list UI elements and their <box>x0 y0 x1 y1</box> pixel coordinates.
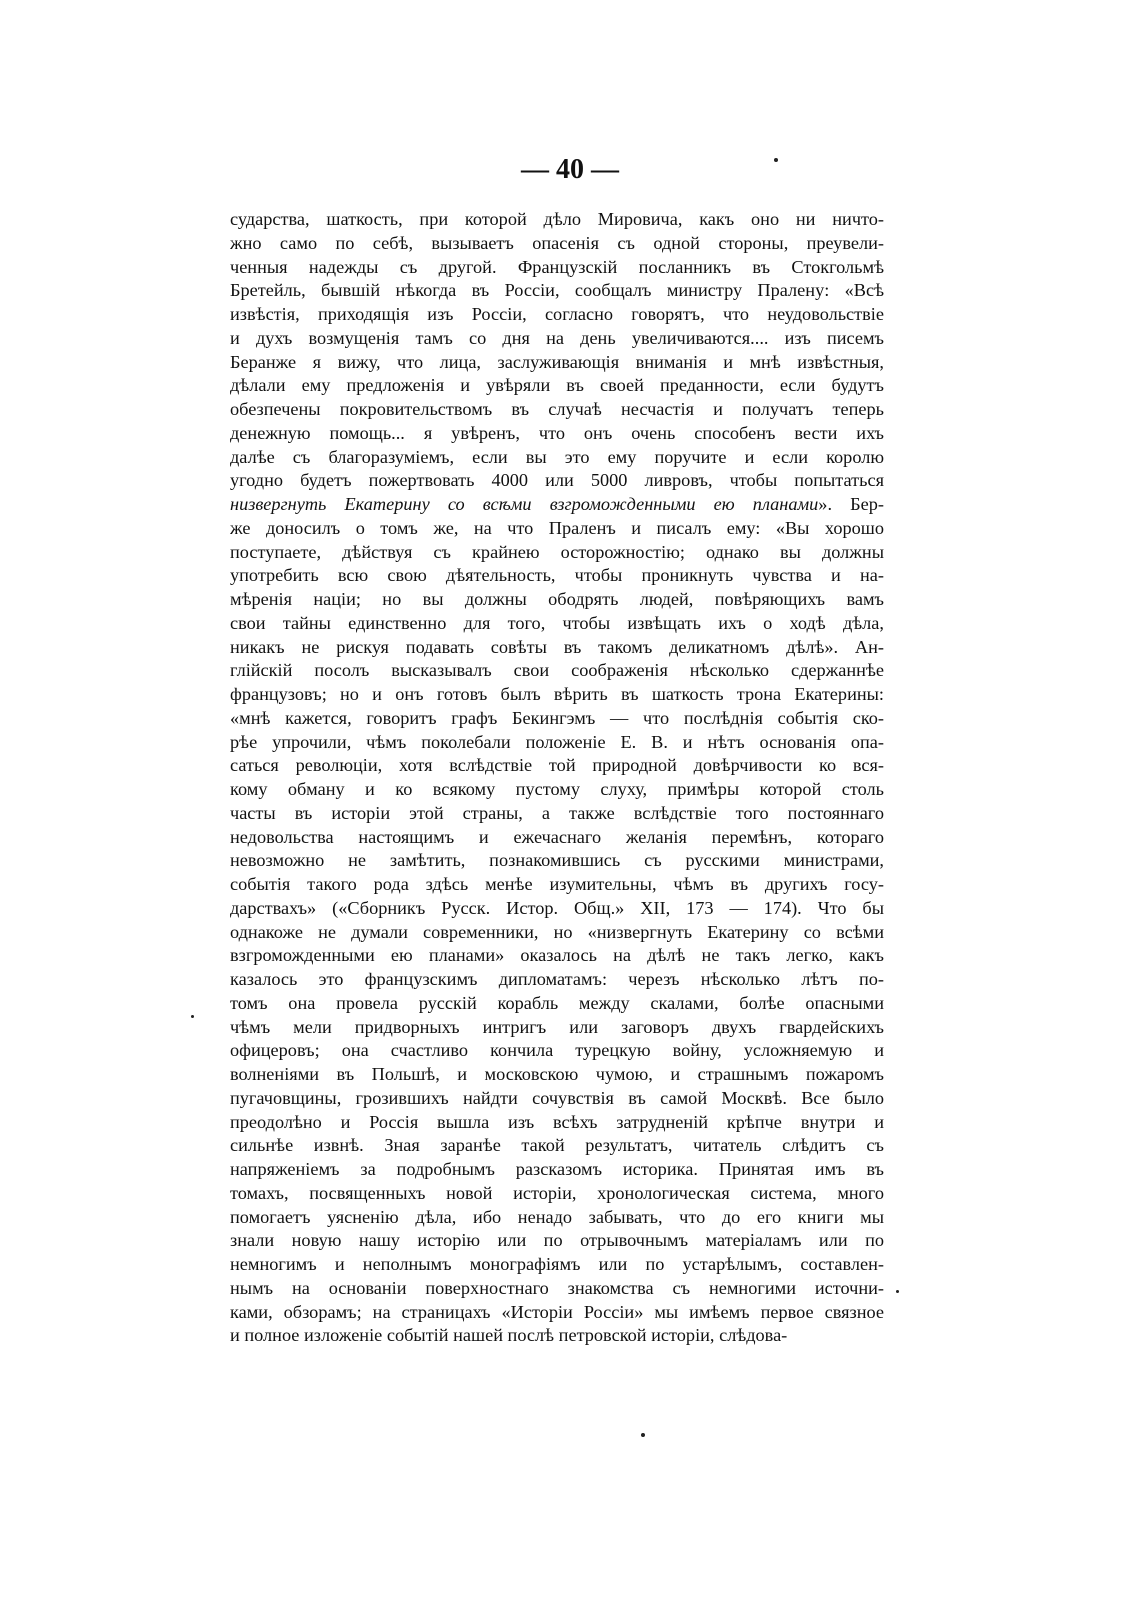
text-segment: немногимъ и неполнымъ монографіямъ или по устарѣлымъ, составлен- <box>230 1254 884 1274</box>
text-line <box>230 422 884 446</box>
text-segment: нымъ на основаніи поверхностнаго знакомства съ немногими источни- <box>230 1277 884 1298</box>
text-segment: помогаетъ уясненію дѣла, ибо ненадо забывать, что до его книги мы <box>230 1206 884 1227</box>
scan-speck <box>774 158 778 162</box>
text-line <box>230 1324 884 1348</box>
text-segment: томахъ, посвященныхъ новой исторіи, хронологическая система, много <box>230 1182 884 1203</box>
text-line <box>230 1229 884 1253</box>
text-segment: сильнѣе извнѣ. Зная заранѣе такой результатъ, читатель слѣдитъ съ <box>230 1135 884 1156</box>
text-segment: же доносилъ о томъ же, на что Праленъ и писалъ ему: «Вы хорошо <box>230 517 884 538</box>
text-segment: саться революціи, хотя вслѣдствіе той природной довѣрчивости ко вся- <box>230 755 884 776</box>
text-line <box>230 469 884 493</box>
text-segment: ченныя надежды съ другой. Французскій посланникъ въ Стокгольмѣ <box>230 256 884 277</box>
text-line <box>230 731 884 755</box>
text-segment: употребить всю свою дѣятельность, чтобы проникнуть чувства и на- <box>230 565 884 586</box>
text-segment: и духъ возмущенія тамъ со дня на день увеличиваются.... изъ писемъ <box>230 327 884 348</box>
text-line <box>230 374 884 398</box>
page-number: — 40 — <box>521 154 619 185</box>
text-line <box>230 1277 884 1301</box>
scan-speck <box>896 1290 899 1293</box>
text-line <box>230 754 884 778</box>
text-segment: пугачовщины, грозившихъ найдти сочувствія въ самой Москвѣ. Все было <box>230 1087 884 1108</box>
text-segment: напряженіемъ за подробнымъ разсказомъ историка. Принятая имъ въ <box>230 1159 884 1179</box>
text-line <box>230 873 884 897</box>
text-segment: ками, обзорамъ; на страницахъ «Исторіи Россіи» мы имѣемъ первое связное <box>230 1301 884 1322</box>
text-segment: событія такого рода здѣсь менѣе изумительны, чѣмъ въ другихъ госу- <box>230 874 884 894</box>
text-line <box>230 992 884 1016</box>
text-line <box>230 541 884 565</box>
text-line <box>230 897 884 921</box>
text-line <box>230 1039 884 1063</box>
text-segment: дѣлали ему предложенія и увѣряли въ своей преданности, если будутъ <box>230 375 884 396</box>
text-segment: казалось это французскимъ дипломатамъ: черезъ нѣсколько лѣтъ по- <box>230 969 884 989</box>
text-segment: извѣстія, приходящія изъ Россіи, согласно говорятъ, что неудовольствіе <box>230 304 884 324</box>
text-line <box>230 659 884 683</box>
text-segment: волненіями въ Польшѣ, и московскою чумою, и страшнымъ пожаромъ <box>230 1064 884 1084</box>
text-line <box>230 1182 884 1206</box>
text-line <box>230 826 884 850</box>
text-line <box>230 208 884 232</box>
text-segment: поступаете, дѣйствуя съ крайнею осторожностію; однако вы должны <box>230 541 884 562</box>
text-segment: однакоже не думали современники, но «низвергнуть Екатерину со всѣми <box>230 921 884 942</box>
text-line <box>230 778 884 802</box>
text-segment: рѣе упрочили, чѣмъ поколебали положеніе Е. В. и нѣтъ основанія опа- <box>230 731 884 752</box>
text-segment: преодолѣно и Россія вышла изъ всѣхъ затрудненій крѣпче внутри и <box>230 1111 884 1132</box>
text-line <box>230 683 884 707</box>
text-line <box>230 256 884 280</box>
text-line <box>230 968 884 992</box>
text-line <box>230 588 884 612</box>
text-line <box>230 1087 884 1111</box>
text-segment: мѣренія націи; но вы должны ободрять людей, повѣряющихъ вамъ <box>230 589 884 609</box>
text-line <box>230 1063 884 1087</box>
text-segment: невозможно не замѣтить, познакомившись съ русскими министрами, <box>230 850 884 871</box>
text-line <box>230 351 884 375</box>
text-line <box>230 707 884 731</box>
text-segment: чѣмъ мели придворныхъ интригъ или заговоръ двухъ гвардейскихъ <box>230 1016 884 1037</box>
scan-speck <box>641 1433 645 1437</box>
text-segment: взгроможденными ею планами» оказалось на дѣлѣ не такъ легко, какъ <box>230 945 884 966</box>
text-segment: кому обману и ко всякому пустому слуху, примѣры которой столь <box>230 779 884 799</box>
text-line <box>230 612 884 636</box>
text-segment: ». Бер- <box>818 494 884 514</box>
text-line <box>230 636 884 660</box>
text-line <box>230 564 884 588</box>
text-line <box>230 944 884 968</box>
text-segment: Бретейль, бывшій нѣкогда въ Россіи, сообщалъ министру Праленy: «Всѣ <box>230 280 884 301</box>
text-line <box>230 327 884 351</box>
text-line <box>230 1134 884 1158</box>
scan-speck <box>191 1015 194 1018</box>
text-line <box>230 1016 884 1040</box>
text-line <box>230 1206 884 1230</box>
text-line <box>230 1111 884 1135</box>
text-segment: свои тайны единственно для того, чтобы извѣщать ихъ о ходѣ дѣла, <box>230 612 884 633</box>
text-line <box>230 849 884 873</box>
text-line <box>230 232 884 256</box>
text-line <box>230 1253 884 1277</box>
text-line <box>230 1301 884 1325</box>
italic-phrase: низвергнуть Екатерину со всѣми взгроможденными ею планами <box>230 494 819 514</box>
text-line <box>230 279 884 303</box>
text-segment: французовъ; но и онъ готовъ былъ вѣрить въ шаткость трона Екатерины: <box>230 684 884 704</box>
text-segment: обезпечены покровительствомъ въ случаѣ несчастія и получатъ теперь <box>230 399 884 419</box>
text-segment: угодно будетъ пожертвовать 4000 или 5000 ливровъ, чтобы попытаться <box>230 470 884 491</box>
text-line <box>230 802 884 826</box>
text-segment: часты въ исторіи этой страны, а также вслѣдствіе того постояннаго <box>230 802 884 823</box>
text-segment: знали новую нашу исторію или по отрывочнымъ матеріаламъ или по <box>230 1230 884 1251</box>
text-segment: сударства, шаткость, при которой дѣло Мировича, какъ оно ни ничто- <box>230 209 884 229</box>
text-segment: недовольства настоящимъ и ежечаснаго желанія перемѣнъ, котораго <box>230 826 884 847</box>
text-line <box>230 398 884 422</box>
text-line <box>230 446 884 470</box>
text-segment: глійскій посолъ высказывалъ свои соображенія нѣсколько сдержаннѣе <box>230 660 884 681</box>
text-segment: денежную помощь... я увѣренъ, что онъ очень способенъ вести ихъ <box>230 422 884 443</box>
text-segment: дарствахъ» («Сборникъ Русск. Истор. Общ.» XII, 173 — 174). Что бы <box>230 897 884 918</box>
text-segment: и полное изложеніе событій нашей послѣ петровской исторіи, слѣдова- <box>230 1325 788 1346</box>
text-segment: никакъ не рискуя подавать совѣты въ такомъ деликатномъ дѣлѣ». Ан- <box>230 636 884 657</box>
text-line <box>230 493 884 517</box>
text-segment: офицеровъ; она счастливо кончила турецкую войну, усложняемую и <box>230 1040 884 1061</box>
text-line <box>230 303 884 327</box>
text-line <box>230 1158 884 1182</box>
text-segment: жно само по себѣ, вызываетъ опасенія съ одной стороны, преувели- <box>230 232 884 253</box>
text-segment: «мнѣ кажется, говоритъ графъ Бекингэмъ — что послѣднія событія ско- <box>230 707 884 728</box>
text-line <box>230 921 884 945</box>
text-segment: Беранже я вижу, что лица, заслуживающія вниманія и мнѣ извѣстныя, <box>230 351 884 372</box>
body-text <box>230 208 884 1348</box>
text-segment: далѣе съ благоразуміемъ, если вы это ему поручите и если королю <box>230 446 884 467</box>
text-segment: томъ она провела русскій корабль между скалами, болѣе опасными <box>230 992 884 1013</box>
text-line <box>230 517 884 541</box>
